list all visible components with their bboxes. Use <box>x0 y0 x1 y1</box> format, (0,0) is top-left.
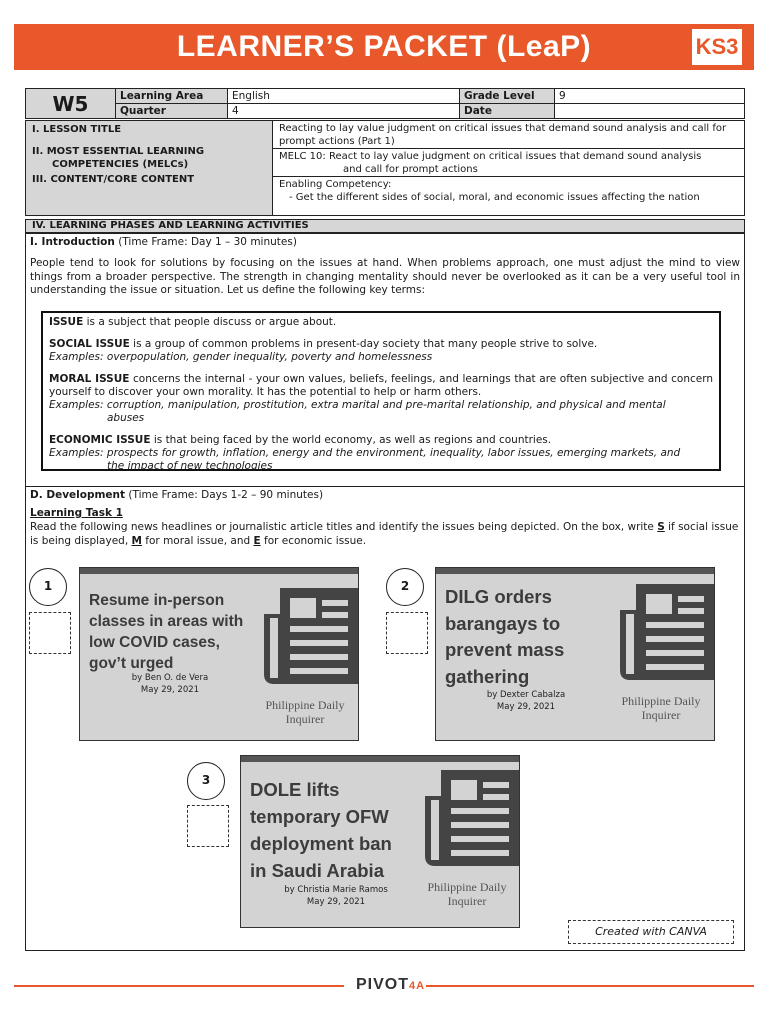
task-instructions <box>30 520 740 548</box>
task-title: Learning Task 1 <box>30 507 123 519</box>
publisher-3 <box>413 880 520 908</box>
headline-1 <box>89 590 243 674</box>
intro-heading <box>30 236 297 248</box>
development-time: (Time Frame: Days 1-2 – 90 minutes) <box>128 489 324 501</box>
ks3-badge: KS3 <box>692 29 742 65</box>
byline-1 <box>100 672 240 696</box>
content-line-1: Enabling Competency: <box>279 179 392 190</box>
section-divider <box>26 486 744 487</box>
byline-2-author: by Dexter Cabalza <box>486 690 566 700</box>
melc-value <box>272 149 744 177</box>
newspaper-icon <box>260 584 359 692</box>
term-social-label: SOCIAL ISSUE <box>49 338 130 350</box>
footer-line-left <box>14 985 344 987</box>
newspaper-icon <box>421 766 520 874</box>
headline-card-2 <box>435 567 715 741</box>
pivot-logo-suffix: 4A <box>409 980 426 992</box>
term-social <box>49 338 713 364</box>
meta-values <box>272 121 744 215</box>
term-economic <box>49 434 713 473</box>
publisher-2-line-1: Philippine Daily <box>621 694 701 708</box>
instr-part-2: if social issue is being displayed, <box>30 521 739 547</box>
content-value <box>272 177 744 215</box>
pivot-logo-text: PIVOT <box>356 976 410 993</box>
term-social-def: is a group of common problems in present-day society that many people strive to solve. <box>129 338 598 350</box>
headline-2-line-1: DILG orders <box>445 586 552 607</box>
headline-2-line-4: gathering <box>445 665 530 687</box>
footer-line-right <box>426 985 754 987</box>
intro-time: (Time Frame: Day 1 – 30 minutes) <box>118 236 297 248</box>
headline-3-line-3: deployment ban <box>250 833 392 854</box>
content-label: III. CONTENT/CORE CONTENT <box>32 174 195 185</box>
instr-part-1: Read the following news headlines or journalistic article titles and identify the issues being depicted. On the box, write <box>30 521 658 533</box>
publisher-1 <box>250 698 359 726</box>
phases-heading: IV. LEARNING PHASES AND LEARNING ACTIVITIES <box>25 219 745 233</box>
term-moral-def: concerns the internal - your own values, beliefs, feelings, and learnings that are often subjective and concern yourself to discover your own morality. It has the potential to help or harm others. <box>49 373 713 398</box>
headline-3-line-1: DOLE lifts <box>250 779 340 800</box>
grade-level-label: Grade Level <box>460 89 555 104</box>
term-moral-examples: Examples: corruption, manipulation, prostitution, extra marital and pre-marital relationship, and physical and mental <box>49 399 666 411</box>
headline-1-line-2: classes in areas with <box>89 613 244 630</box>
headline-3 <box>250 776 392 884</box>
byline-2 <box>456 689 596 713</box>
quarter-label: Quarter <box>116 104 228 119</box>
code-e: E <box>253 535 261 547</box>
item-number-3: 3 <box>187 762 225 800</box>
byline-3 <box>261 884 411 908</box>
headline-1-line-1: Resume in-person <box>89 592 225 609</box>
content-line-2: - Get the different sides of social, moral, and economic issues affecting the nation <box>289 192 700 203</box>
publisher-1-line-2: Inquirer <box>285 712 325 726</box>
term-economic-label: ECONOMIC ISSUE <box>49 434 151 446</box>
headline-2 <box>445 584 564 690</box>
melc-label-line2: COMPETENCIES (MELCs) <box>52 159 189 170</box>
lesson-meta <box>25 120 745 216</box>
headline-3-line-4: in Saudi Arabia <box>250 860 384 881</box>
key-terms-box <box>41 311 721 471</box>
melc-label: II. MOST ESSENTIAL LEARNING <box>32 146 205 157</box>
instr-part-3: for moral issue, and <box>141 535 254 547</box>
publisher-2-line-2: Inquirer <box>641 708 681 722</box>
term-issue-def: is a subject that people discuss or argue about. <box>83 316 337 328</box>
byline-2-date: May 29, 2021 <box>496 702 556 712</box>
term-economic-examples-cont: the impact of new technologies <box>107 460 273 472</box>
headline-card-3 <box>240 755 520 928</box>
term-moral <box>49 373 713 425</box>
byline-3-date: May 29, 2021 <box>306 897 366 907</box>
header-banner <box>14 24 754 70</box>
term-issue-label: ISSUE <box>49 316 84 328</box>
lesson-title-label: I. LESSON TITLE <box>32 124 122 135</box>
card-top-bar <box>436 568 714 574</box>
code-m: M <box>131 535 142 547</box>
card-top-bar <box>241 756 519 762</box>
pivot-logo <box>356 976 426 994</box>
publisher-2 <box>606 694 715 722</box>
answer-box-1[interactable] <box>29 612 71 654</box>
term-economic-examples: Examples: prospects for growth, inflation, energy and the environment, inequality, labor issues, emerging markets, and <box>49 447 681 459</box>
lesson-title-value: Reacting to lay value judgment on critical issues that demand sound analysis and call for prompt actions (Part 1) <box>272 121 744 149</box>
item-number-2: 2 <box>386 568 424 606</box>
newspaper-icon <box>616 580 715 688</box>
development-heading <box>30 489 323 501</box>
item-number-1: 1 <box>29 568 67 606</box>
melc-line-2: and call for prompt actions <box>343 164 478 175</box>
melc-line-1: MELC 10: React to lay value judgment on critical issues that demand sound analysis <box>279 151 702 162</box>
answer-box-2[interactable] <box>386 612 428 654</box>
headline-3-line-2: temporary OFW <box>250 806 389 827</box>
byline-3-author: by Christia Marie Ramos <box>284 885 388 895</box>
learning-area-value: English <box>228 89 460 104</box>
answer-box-3[interactable] <box>187 805 229 847</box>
meta-labels <box>26 121 272 215</box>
page-title: LEARNER’S PACKET (LeaP) <box>176 30 592 63</box>
info-table <box>25 88 745 119</box>
headline-card-1 <box>79 567 359 741</box>
headline-2-line-2: barangays to <box>445 612 561 634</box>
canva-credit: Created with CANVA <box>568 920 734 944</box>
headline-1-line-4: gov’t urged <box>89 655 174 672</box>
grade-level-value: 9 <box>555 89 745 104</box>
intro-paragraph: People tend to look for solutions by focusing on the issues at hand. When problems approach, one must adjust the mind to view things from a broader perspective. The strength in changing mentality should never be overlooked as it can be a very useful tool in understanding the issue or situation. Let us define the following key terms: <box>30 257 740 296</box>
publisher-3-line-2: Inquirer <box>447 894 487 908</box>
term-social-examples: Examples: overpopulation, gender inequality, poverty and homelessness <box>49 351 433 363</box>
term-moral-examples-cont: abuses <box>107 412 145 424</box>
byline-1-author: by Ben O. de Vera <box>131 673 209 683</box>
learning-area-label: Learning Area <box>116 89 228 104</box>
code-s: S <box>657 521 665 533</box>
development-label: D. Development <box>30 489 126 501</box>
headline-1-line-3: low COVID cases, <box>89 634 220 651</box>
byline-1-date: May 29, 2021 <box>140 685 200 695</box>
date-value <box>555 104 745 119</box>
card-top-bar <box>80 568 358 574</box>
instr-part-4: for economic issue. <box>260 535 367 547</box>
publisher-1-line-1: Philippine Daily <box>265 698 345 712</box>
quarter-value: 4 <box>228 104 460 119</box>
headline-2-line-3: prevent mass <box>445 639 565 660</box>
intro-label: I. Introduction <box>30 236 115 248</box>
publisher-3-line-1: Philippine Daily <box>427 880 507 894</box>
term-moral-label: MORAL ISSUE <box>49 373 130 385</box>
term-issue <box>49 316 713 329</box>
date-label: Date <box>460 104 555 119</box>
term-economic-def: is that being faced by the world economy, as well as regions and countries. <box>150 434 552 446</box>
week-label: W5 <box>26 89 116 119</box>
